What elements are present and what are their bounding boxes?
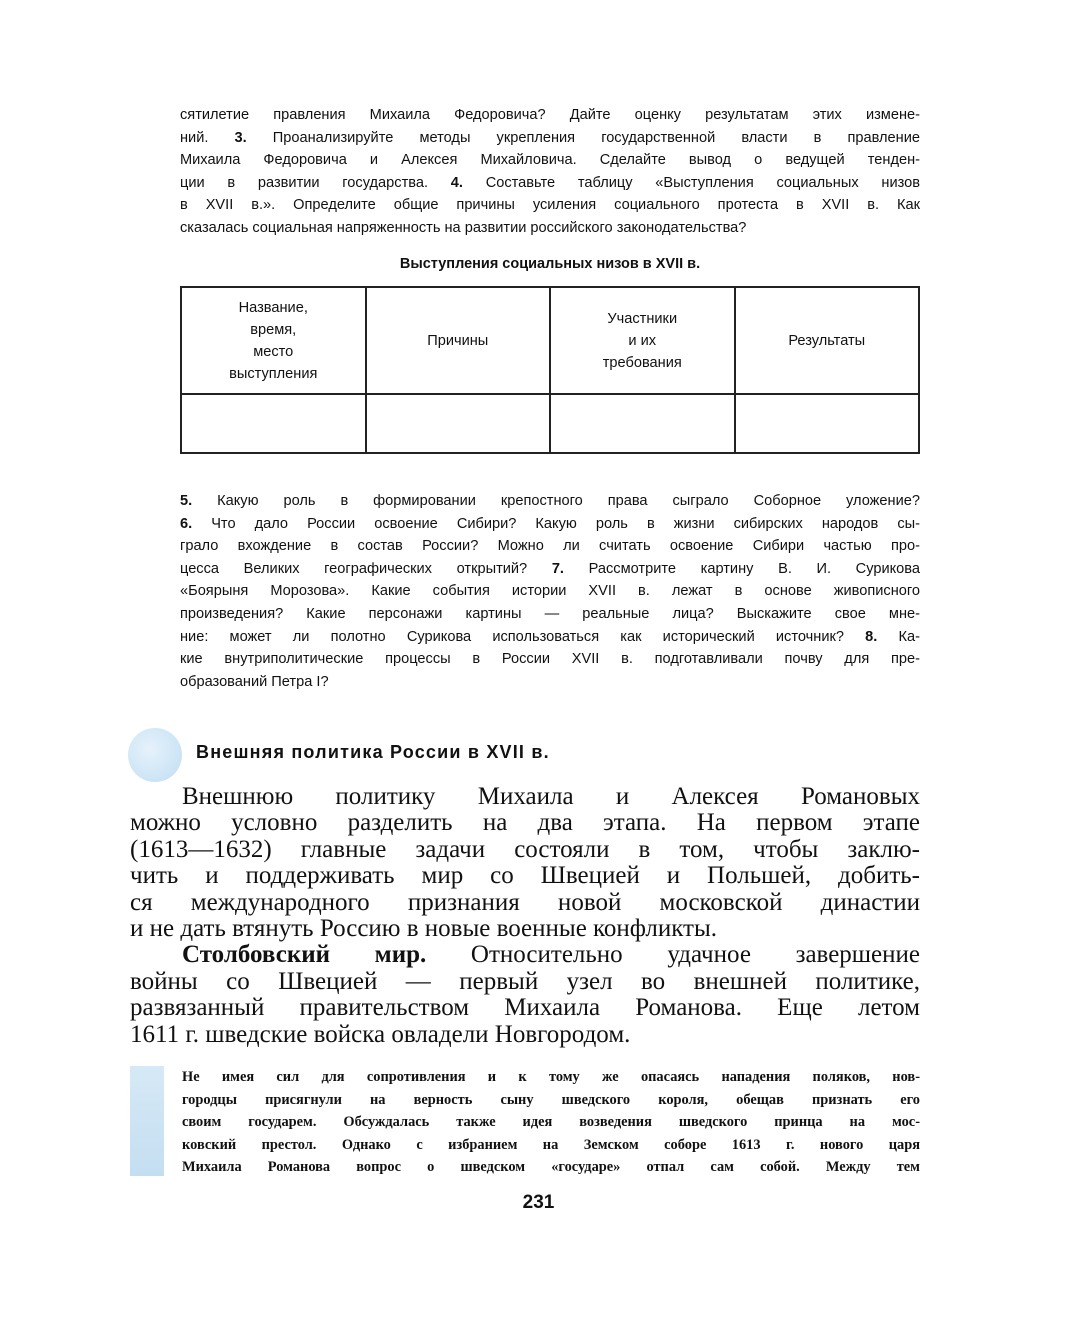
text-line <box>180 648 920 671</box>
table-cell-empty <box>181 394 366 453</box>
section-header <box>128 728 928 784</box>
text-line <box>180 104 920 127</box>
questions-block-bottom <box>180 490 920 693</box>
text-line: городцы присягнули на верность сыну шведского короля, обещав признать его <box>182 1091 920 1108</box>
question-number: 6. <box>180 515 193 532</box>
text-line <box>180 490 920 513</box>
text-fragment: ний. <box>180 129 235 146</box>
table-row <box>181 394 919 453</box>
text-fragment: сказалась социальная напряженность на развитии российского законодательства? <box>180 219 747 236</box>
text-fragment: грало вхождение в состав России? Можно ли считать освоение Сибири частью про- <box>180 538 920 555</box>
section-title: Внешняя политика России в XVII в. <box>196 742 550 762</box>
text-line <box>180 149 920 172</box>
text-line: ковский престол. Однако с избранием на Земском соборе 1613 г. нового царя <box>182 1136 920 1153</box>
column-header-participants <box>550 287 735 394</box>
table-cell-empty <box>366 394 551 453</box>
question-number: 7. <box>551 560 564 577</box>
text-fragment: ции в развитии государства. <box>180 174 451 191</box>
note-text-block <box>182 1066 920 1179</box>
header-line: Название, <box>238 299 308 316</box>
text-fragment: «Боярыня Морозова». Какие события истории XVII в. лежат в основе живописного <box>180 583 920 600</box>
column-header-causes: Причины <box>366 287 551 394</box>
text-line <box>180 127 920 150</box>
question-number: 3. <box>234 129 247 146</box>
text-line: Не имея сил для сопротивления и к тому же опасаясь нападения поляков, нов- <box>182 1069 920 1085</box>
text-line: развязанный правительством Михаила Романова. Еще летом <box>130 994 920 1022</box>
header-line: время, <box>250 321 297 338</box>
questions-block-top <box>180 104 920 240</box>
column-header-results: Результаты <box>735 287 920 394</box>
text-line <box>180 626 920 649</box>
text-fragment: Какую роль в формировании крепостного права сыграло Соборное уложение? <box>192 493 920 509</box>
text-line <box>180 513 920 536</box>
header-line: требования <box>602 354 682 371</box>
text-line <box>180 194 920 217</box>
text-fragment: произведения? Какие персонажи картины — реальные лица? Выскажите свое мне- <box>180 605 920 622</box>
column-header-name <box>181 287 366 394</box>
section-badge-icon <box>128 728 182 782</box>
header-line: выступления <box>229 365 318 382</box>
text-fragment: ние: может ли полотно Сурикова использоваться как исторический источник? <box>180 628 866 645</box>
text-fragment: Ка- <box>877 628 920 645</box>
text-line: можно условно разделить на два этапа. На первом этапе <box>130 809 920 837</box>
text-fragment: Рассмотрите картину В. И. Сурикова <box>563 560 920 577</box>
question-number: 4. <box>450 174 463 191</box>
text-line: чить и поддерживать мир со Швецией и Польшей, добить- <box>130 862 920 890</box>
table-header-row <box>181 287 919 394</box>
text-line <box>180 535 920 558</box>
text-line: и не дать втянуть Россию в новые военные конфликты. <box>130 915 718 943</box>
text-fragment: Михаила Федоровича и Алексея Михайловича. Сделайте вывод о ведущей тенден- <box>180 152 920 169</box>
text-line: (1613—1632) главные задачи состояли в том, чтобы заклю- <box>130 835 920 863</box>
text-line <box>180 603 920 626</box>
text-line <box>180 671 920 694</box>
text-line: ся международного признания новой московской династии <box>130 888 920 916</box>
text-line <box>180 172 920 195</box>
text-fragment: цесса Великих географических открытий? <box>180 560 552 577</box>
text-fragment: Составьте таблицу «Выступления социальных низов <box>462 174 920 191</box>
page-number: 231 <box>522 1192 555 1213</box>
table-cell-empty <box>550 394 735 453</box>
header-line: Участники <box>607 310 678 327</box>
text-fragment: Относительно удачное завершение <box>426 941 920 969</box>
text-line: Внешнюю политику Михаила и Алексея Романовых <box>182 783 920 810</box>
table-cell-empty <box>735 394 920 453</box>
text-line: Михаила Романова вопрос о шведском «государе» отпал сам собой. Между тем <box>182 1159 920 1176</box>
header-line: место <box>253 343 294 360</box>
text-line <box>130 942 920 968</box>
text-line: своим государем. Обсуждалась также идея возведения шведского принца на мос- <box>182 1114 920 1131</box>
question-number: 8. <box>865 628 878 645</box>
main-body-text <box>130 784 920 1048</box>
text-fragment: образований Петра I? <box>180 673 329 690</box>
text-line <box>180 580 920 603</box>
subheading-inline: Столбовский мир. <box>182 941 427 969</box>
text-fragment: кие внутриполитические процессы в России XVII в. подготавливали почву для пре- <box>180 651 920 668</box>
table-title: Выступления социальных низов в XVII в. <box>399 256 701 272</box>
text-fragment: Проанализируйте методы укрепления государственной власти в правление <box>246 129 920 146</box>
text-fragment: в XVII в.». Определите общие причины усиления социального протеста в XVII в. Как <box>180 197 920 214</box>
text-fragment: Что дало России освоение Сибири? Какую роль в жизни сибирских народов сы- <box>192 515 920 532</box>
text-line: войны со Швецией — первый узел во внешней политике, <box>130 967 920 995</box>
text-line <box>180 558 920 581</box>
question-number: 5. <box>180 493 193 509</box>
header-line: и их <box>628 332 657 349</box>
uprisings-table <box>180 286 920 454</box>
text-line: 1611 г. шведские войска овладели Новгородом. <box>130 1020 631 1048</box>
note-side-bar <box>130 1066 164 1176</box>
text-fragment: сятилетие правления Михаила Федоровича? Дайте оценку результатам этих измене- <box>180 107 920 123</box>
text-line <box>180 217 920 240</box>
